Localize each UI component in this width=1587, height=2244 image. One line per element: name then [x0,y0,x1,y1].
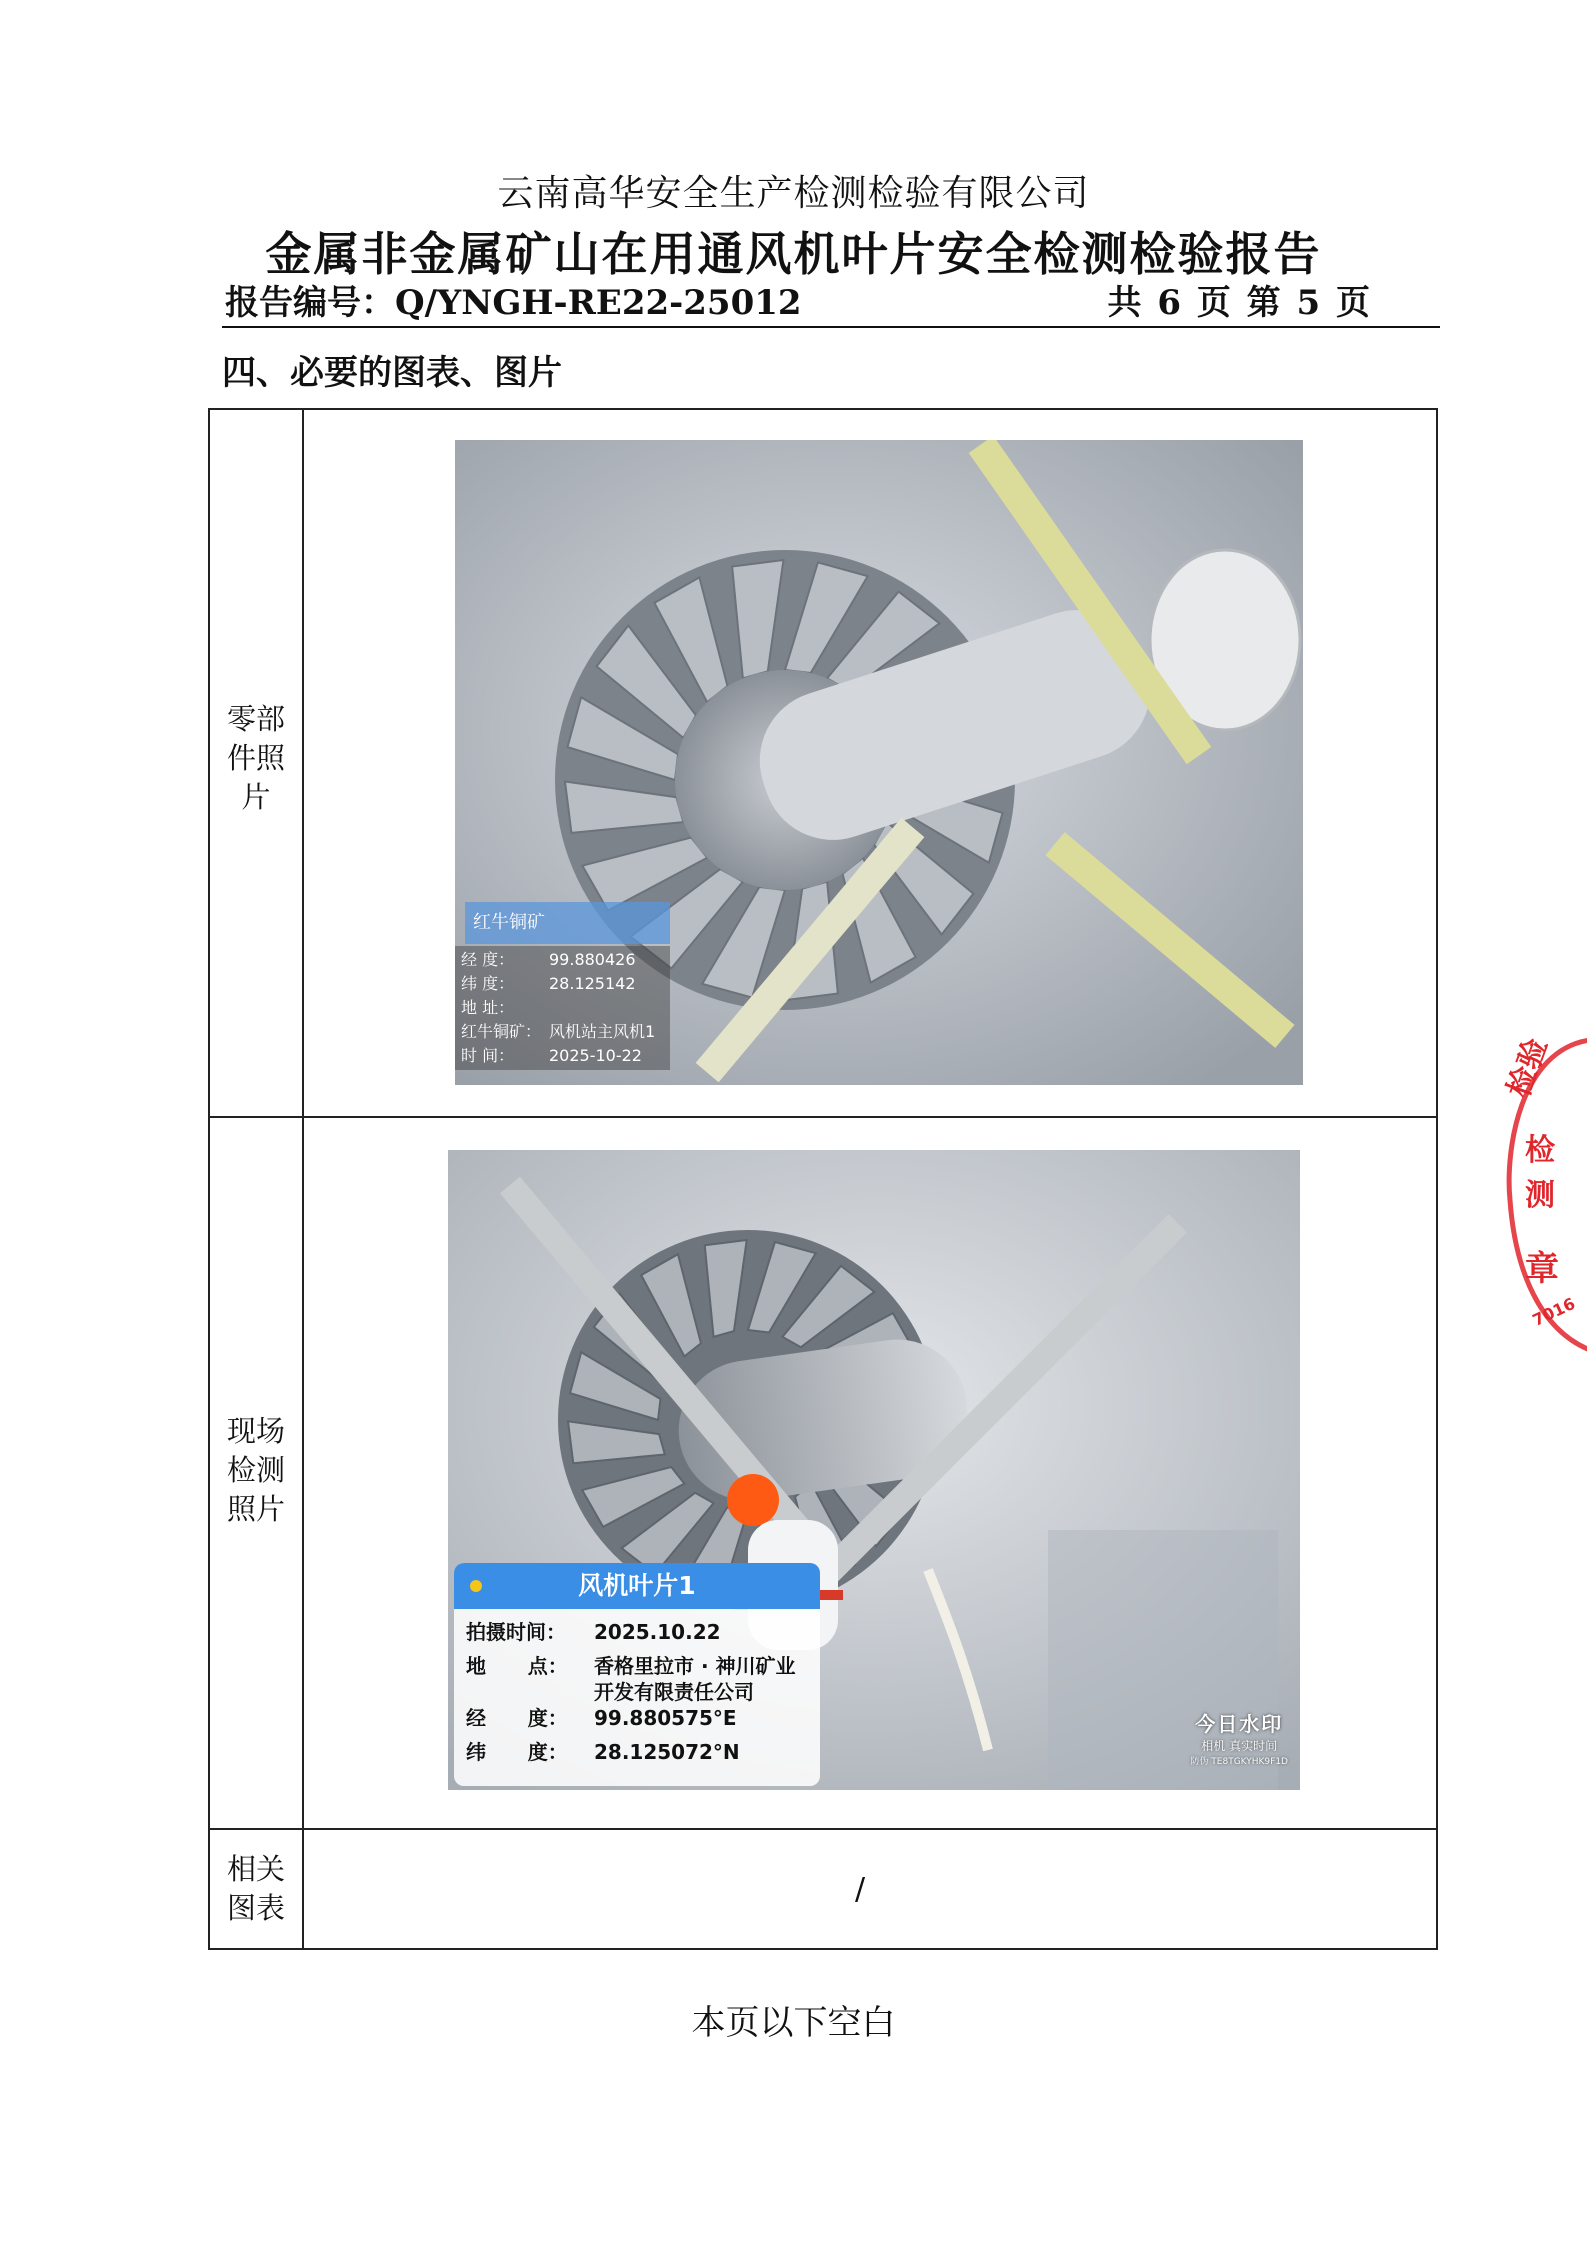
row-divider [210,1828,1436,1830]
figures-table [208,408,1438,1950]
company-name: 云南高华安全生产检测检验有限公司 [497,173,1090,214]
svg-text:章: 章 [1525,1249,1559,1289]
watermark-line: 经 度： 99.880426 [461,950,636,969]
report-number: 报告编号：Q/YNGH-RE22-25012 [225,283,802,323]
watermark-line: 地 址： [461,998,515,1017]
app-watermark-name: 今日水印 [1195,1712,1284,1736]
page-end-note: 本页以下空白 [691,2003,896,2043]
watermark-line: 经 度： 99.880575°E [466,1706,737,1730]
seal-stamp-icon [1500,1030,1587,1360]
svg-text:检验: 检验 [1501,1033,1555,1103]
row-divider [210,1116,1436,1118]
app-watermark-subtitle: 相机 真实时间 [1201,1739,1278,1753]
header-rule [222,326,1440,328]
watermark-brand: 红牛铜矿 [465,902,670,944]
row-label-field-photo: 现场 检测 照片 [226,1414,285,1526]
watermark-details [455,946,670,1070]
field-inspection-photo [448,1150,1300,1790]
watermark-line: 红牛铜矿： 风机站主风机1 [461,1022,656,1041]
watermark-line: 纬 度： 28.125072°N [466,1740,740,1764]
report-title: 金属非金属矿山在用通风机叶片安全检测检验报告 [265,227,1322,281]
photo-watermark-card [454,1563,820,1786]
svg-text:7016: 7016 [1529,1293,1578,1330]
app-watermark-code: 防伪 TE8TGKYHK9F1D [1190,1757,1288,1767]
location-watermark [455,902,673,1067]
svg-text:测: 测 [1525,1178,1555,1213]
parts-photo [455,440,1303,1085]
watermark-line: 地 点： 香格里拉市 · 神川矿业开发有限责任公司 [466,1654,796,1704]
svg-text:检: 检 [1525,1133,1555,1168]
app-watermark [1190,1708,1288,1767]
report-meta [225,275,1435,325]
inspection-seal [1500,1030,1587,1360]
status-dot-icon [470,1580,482,1592]
row-label-parts-photo: 零部 件照 片 [226,702,285,814]
related-charts-value: / [855,1872,866,1907]
page-count: 共 6 页 第 5 页 [1107,283,1370,323]
column-divider [302,410,304,1948]
watermark-line: 纬 度： 28.125142 [461,974,636,993]
row-label-related-charts: 相关 图表 [226,1852,285,1925]
section-title: 四、必要的图表、图片 [222,353,562,393]
watermark-details [454,1609,820,1773]
watermark-line: 时 间： 2025-10-22 [461,1046,642,1065]
watermark-line: 拍摄时间： 2025.10.22 [466,1620,721,1644]
watermark-title: 风机叶片1 [454,1563,820,1609]
